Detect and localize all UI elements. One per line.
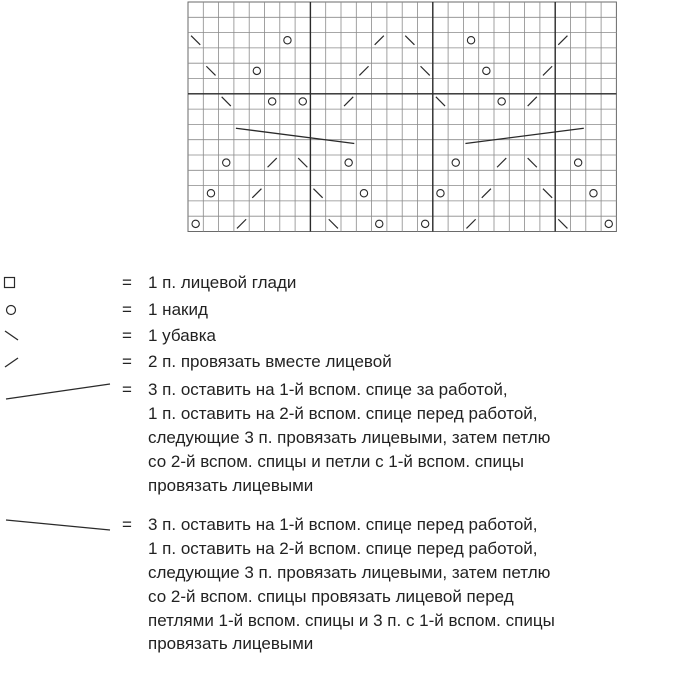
- legend-description: [148, 326, 216, 350]
- legend-description: [148, 380, 550, 499]
- knitting-chart: [0, 0, 690, 250]
- legend-line: со 2-й вспом. спицы и петли с 1-й вспом. спицы: [148, 451, 524, 471]
- legend-equals: =: [122, 300, 132, 319]
- legend-equals: =: [122, 352, 132, 371]
- legend-line: 1 п. лицевой глади: [148, 273, 297, 292]
- legend-line: 2 п. провязать вместе лицевой: [148, 352, 392, 371]
- legend-equals: =: [122, 326, 132, 345]
- circle-icon: [0, 300, 120, 326]
- square-icon: [0, 273, 120, 299]
- cable-right-icon: [0, 380, 120, 406]
- legend-line: 1 п. оставить на 2-й вспом. спице перед работой,: [148, 403, 538, 423]
- cable-left-icon: [0, 515, 120, 541]
- legend-equals: =: [122, 380, 132, 399]
- legend-description: [148, 352, 392, 376]
- legend-line: провязать лицевыми: [148, 634, 314, 654]
- legend-line: следующие 3 п. провязать лицевыми, затем петлю: [148, 562, 551, 582]
- legend-line: петлями 1-й вспом. спицы и 3 п. с 1-й вспом. спицы: [148, 610, 555, 630]
- legend-line: со 2-й вспом. спицы провязать лицевой перед: [148, 586, 514, 606]
- legend-description: [148, 300, 208, 324]
- legend-line: 3 п. оставить на 1-й вспом. спице за работой,: [148, 380, 508, 399]
- backslash-icon: [0, 326, 120, 352]
- legend-equals: =: [122, 273, 132, 292]
- legend-line: 1 убавка: [148, 326, 216, 345]
- legend-description: [148, 273, 296, 297]
- legend-line: 1 накид: [148, 300, 208, 319]
- legend-line: 3 п. оставить на 1-й вспом. спице перед работой,: [148, 515, 538, 534]
- legend-equals: =: [122, 515, 132, 534]
- legend-description: [148, 515, 555, 658]
- legend-line: провязать лицевыми: [148, 475, 314, 495]
- slash-icon: [0, 352, 120, 378]
- legend-line: следующие 3 п. провязать лицевыми, затем петлю: [148, 427, 551, 447]
- legend-line: 1 п. оставить на 2-й вспом. спице перед работой,: [148, 538, 538, 558]
